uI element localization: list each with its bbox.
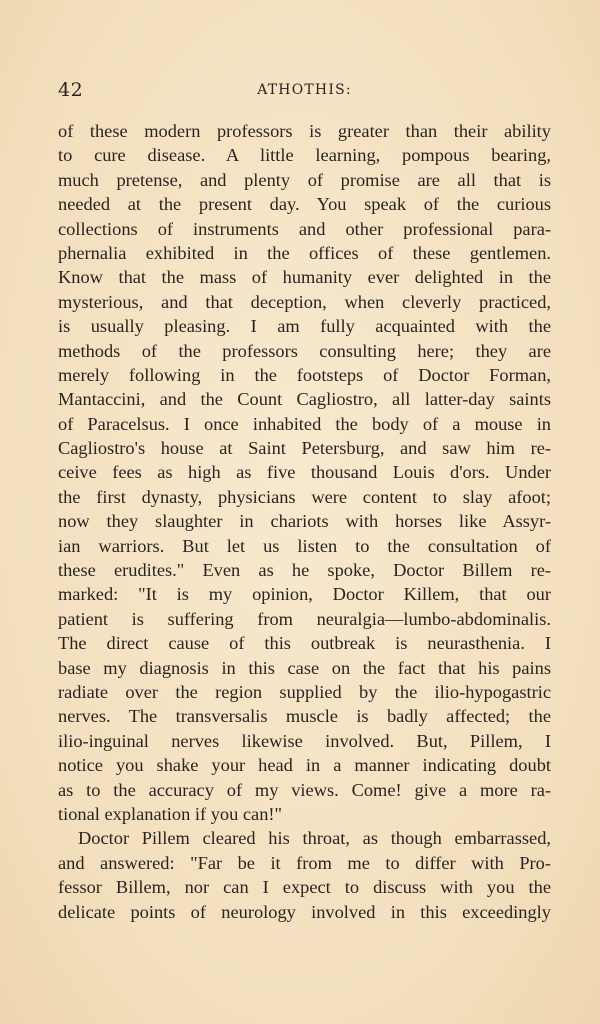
text-line: Mantaccini, and the Count Cagliostro, all latter-day saints <box>58 389 551 410</box>
text-line: of Paracelsus. I once inhabited the body of a mouse in <box>58 413 551 434</box>
text-line: needed at the present day. You speak of the curious <box>58 194 551 215</box>
paragraph-start-line: Doctor Pillem cleared his throat, as though embarrassed, <box>78 828 551 849</box>
text-line: of these modern professors is greater than their ability <box>58 121 551 141</box>
text-line: these erudites." Even as he spoke, Doctor Billem re- <box>58 560 551 581</box>
text-line: mysterious, and that deception, when cleverly practiced, <box>58 291 551 312</box>
page-number: 42 <box>58 79 84 101</box>
text-line: marked: "It is my opinion, Doctor Killem, that our <box>58 584 551 605</box>
text-line: is usually pleasing. I am fully acquainted with the <box>58 316 551 337</box>
text-line: ian warriors. But let us listen to the consultation of <box>58 535 551 556</box>
body-text <box>58 119 551 924</box>
page-header <box>58 79 551 103</box>
text-line: notice you shake your head in a manner indicating doubt <box>58 755 551 776</box>
text-line: methods of the professors consulting here; they are <box>58 340 551 361</box>
paragraph-end-line: tional explanation if you can!" <box>58 803 283 824</box>
text-line: merely following in the footsteps of Doctor Forman, <box>58 364 551 385</box>
text-line: the first dynasty, physicians were content to slay afoot; <box>58 486 551 507</box>
running-title: ATHOTHIS: <box>257 82 352 98</box>
text-line: much pretense, and plenty of promise are all that is <box>58 169 551 190</box>
text-line: phernalia exhibited in the offices of these gentlemen. <box>58 242 551 263</box>
text-line: ilio-inguinal nerves likewise involved. But, Pillem, I <box>58 730 551 751</box>
text-line: Know that the mass of humanity ever delighted in the <box>58 267 551 288</box>
text-line: delicate points of neurology involved in this exceedingly <box>58 901 551 922</box>
text-line: nerves. The transversalis muscle is badly affected; the <box>58 706 551 727</box>
text-line: The direct cause of this outbreak is neurasthenia. I <box>58 633 551 654</box>
text-line: Cagliostro's house at Saint Petersburg, and saw him re- <box>58 438 551 459</box>
text-line: base my diagnosis in this case on the fact that his pains <box>58 657 551 678</box>
text-line: patient is suffering from neuralgia—lumbo-abdominalis. <box>58 608 551 629</box>
text-line: to cure disease. A little learning, pompous bearing, <box>58 145 551 166</box>
text-line: fessor Billem, nor can I expect to discuss with you the <box>58 877 551 898</box>
text-line: ceive fees as high as five thousand Louis d'ors. Under <box>58 462 551 483</box>
text-line: as to the accuracy of my views. Come! give a more ra- <box>58 779 551 800</box>
text-line: radiate over the region supplied by the ilio-hypogastric <box>58 681 551 702</box>
text-line: and answered: "Far be it from me to differ with Pro- <box>58 852 551 873</box>
text-line: now they slaughter in chariots with horses like Assyr- <box>58 511 551 532</box>
text-line: collections of instruments and other professional para- <box>58 218 551 239</box>
